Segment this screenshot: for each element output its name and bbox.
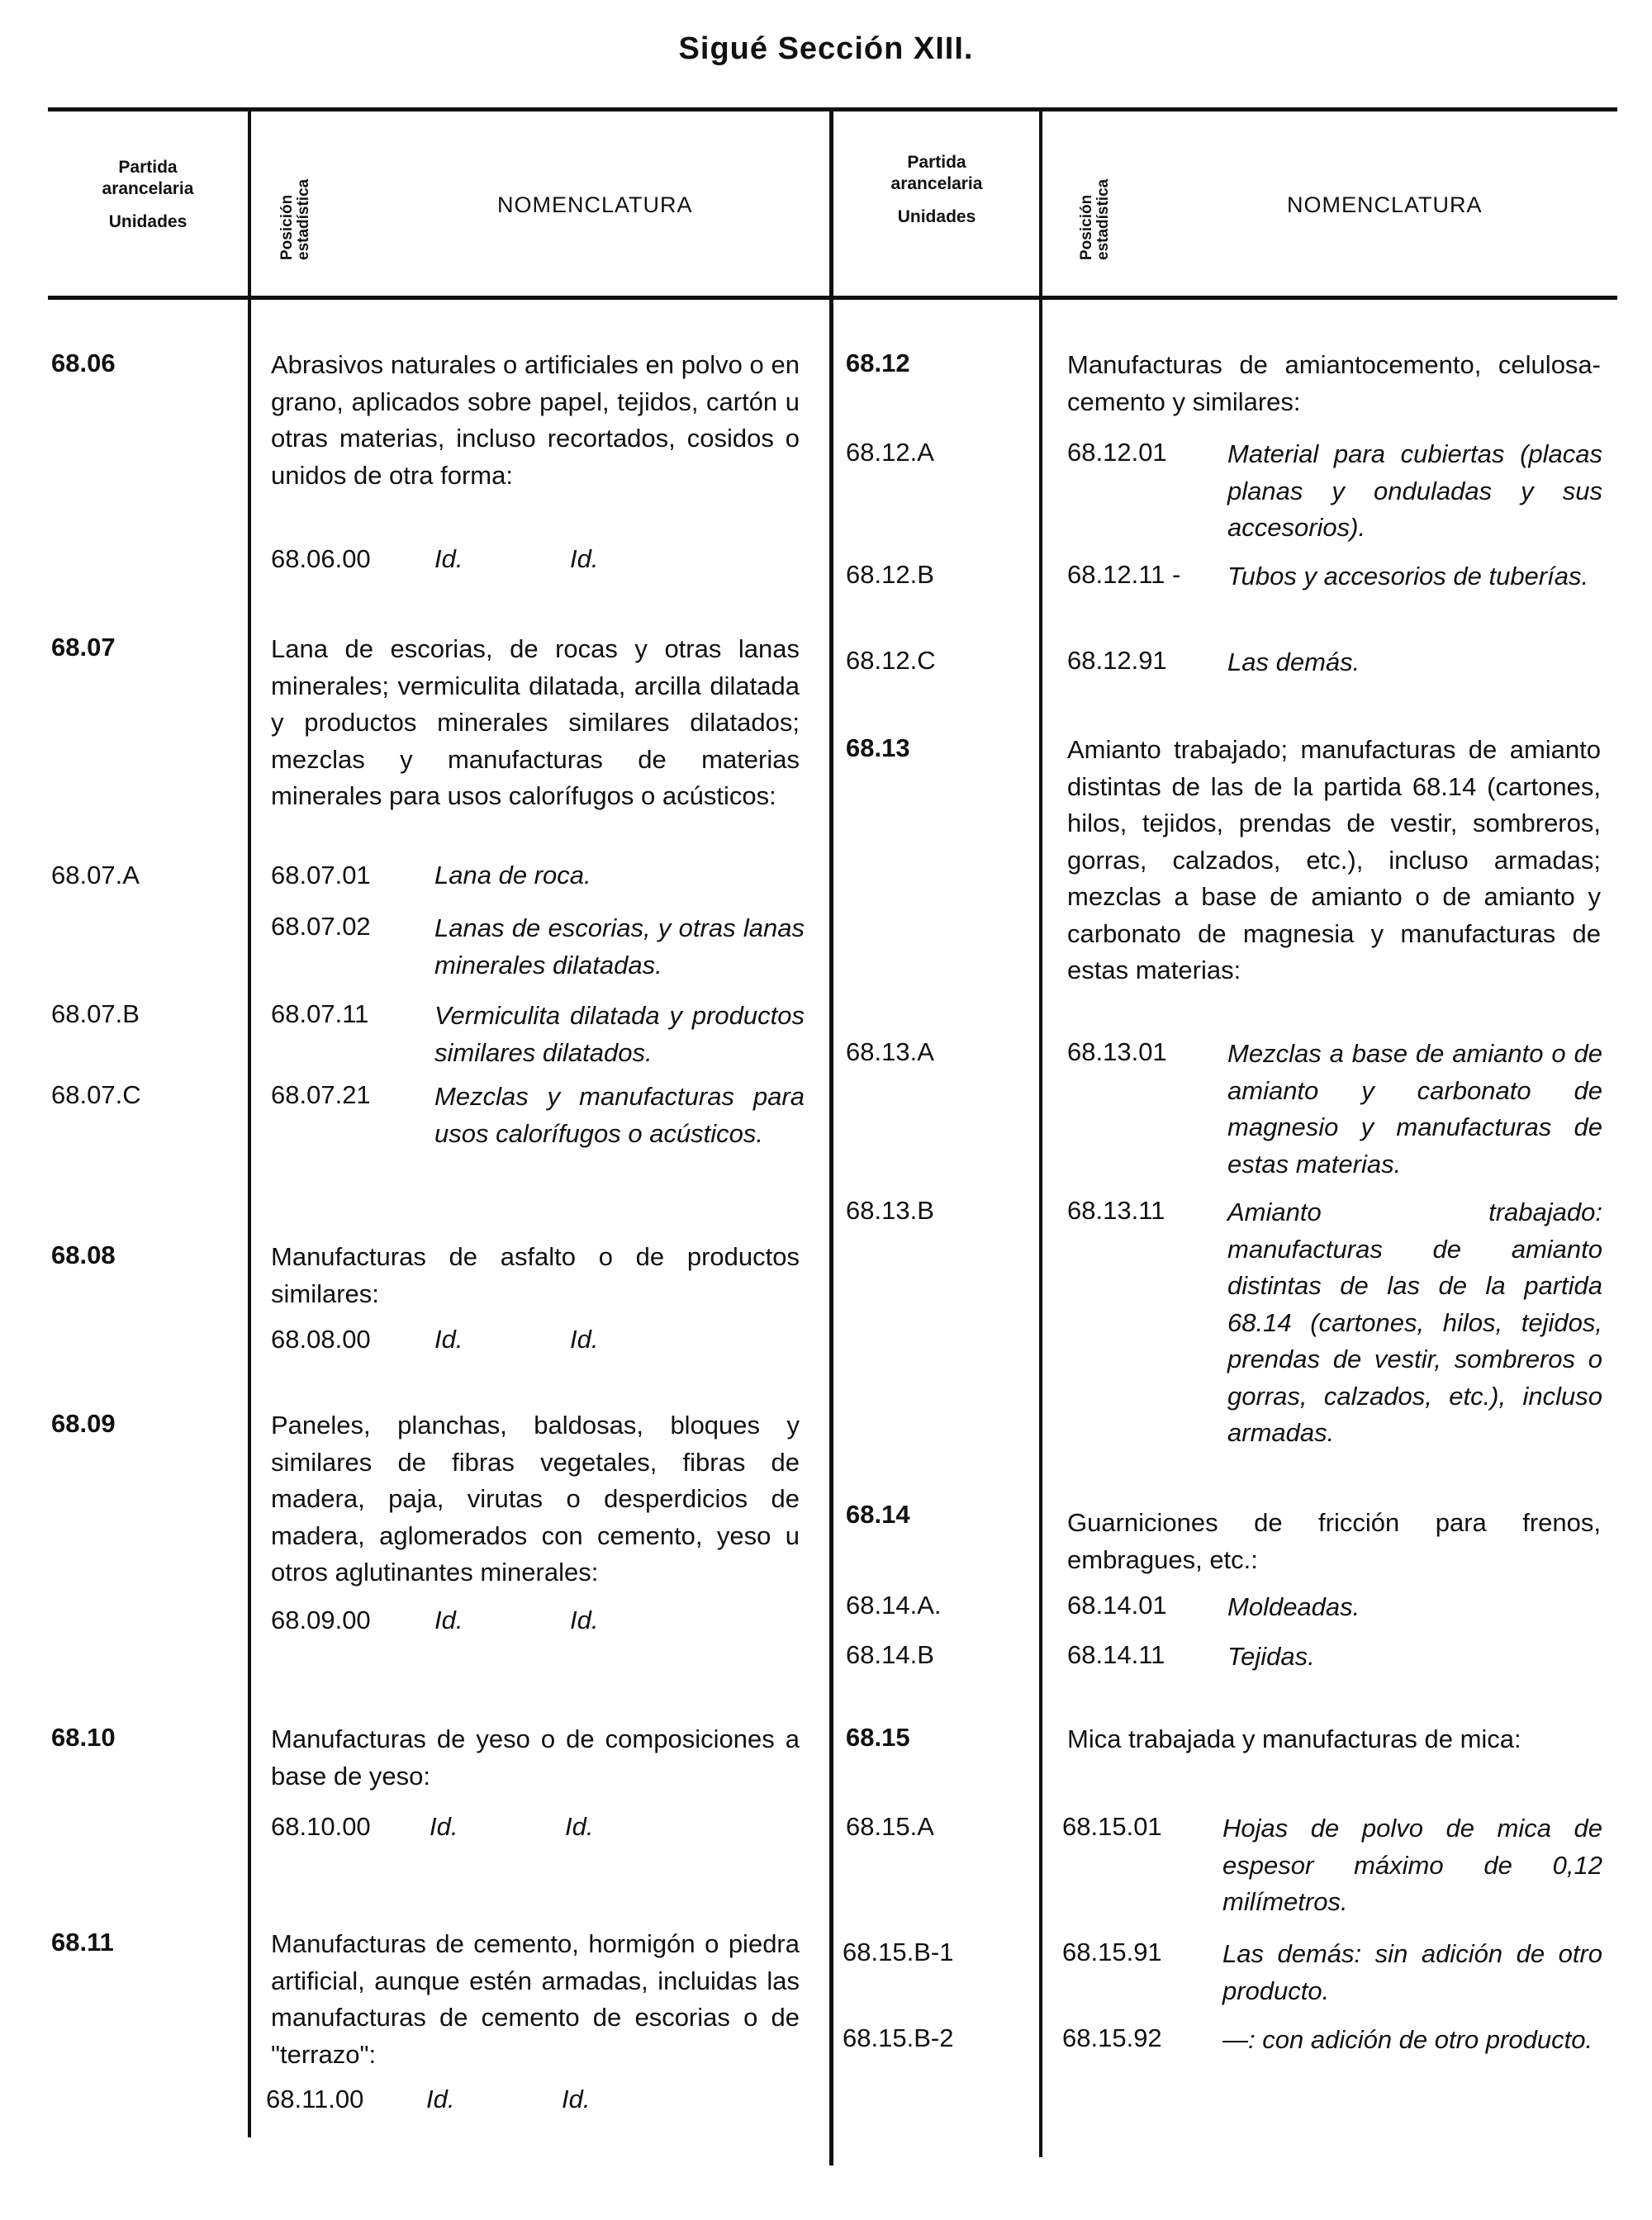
posicion-code: 68.15.92 [1062, 2023, 1162, 2052]
posicion-description: Las demás: sin adición de otro producto. [1222, 1939, 1602, 2005]
partida-description: Abrasivos naturales o artificiales en polvo o en grano, aplicados sobre papel, tejidos, cartón u otras materias, incluso recortados, cosidos o unidos de otra forma: [271, 350, 800, 490]
posicion-code: 68.15.91 [1062, 1938, 1162, 1966]
partida-code: 68.13 [846, 733, 910, 762]
partida-code: 68.07 [51, 633, 116, 662]
posicion-description: Material para cubiertas (placas planas y onduladas y sus accesorios). [1227, 439, 1602, 542]
page-title: Sigué Sección XIII. [678, 31, 974, 66]
posicion-description: Hojas de polvo de mica de espesor máximo de 0,12 milímetros. [1222, 1814, 1602, 1916]
subpartida-code: 68.07.C [51, 1080, 141, 1109]
posicion-code: 68.14.11 [1067, 1640, 1165, 1669]
posicion-code: 68.13.11 [1067, 1196, 1165, 1225]
subpartida-code: 68.14.A. [846, 1591, 942, 1620]
posicion-code: 68.12.91 [1067, 646, 1167, 675]
header-nomenclatura-left: NOMENCLATURA [497, 192, 693, 217]
partida-code: 68.11 [51, 1928, 114, 1957]
posicion-description: Lana de roca. [434, 861, 591, 889]
posicion-code: 68.08.00 [271, 1325, 371, 1354]
posicion-code: 68.13.01 [1067, 1037, 1167, 1066]
partida-description: Lana de escorias, de rocas y otras lanas minerales; vermiculita dilatada, arcilla dilatada y productos minerales similares dilatados; mezclas y manufacturas de materias minerales para usos calorífugos o acústicos: [271, 634, 800, 810]
header-posicion-right: Posición estadística [1078, 178, 1112, 260]
header-nomenclatura-right: NOMENCLATURA [1287, 192, 1483, 217]
posicion-description: Las demás. [1227, 648, 1360, 676]
subpartida-code: 68.13.B [846, 1196, 934, 1225]
subpartida-code: 68.15.A [846, 1812, 934, 1841]
partida-code: 68.15 [846, 1723, 910, 1752]
subpartida-code: 68.15.B-1 [843, 1938, 954, 1966]
posicion-description: Lanas de escorias, y otras lanas minerales dilatadas. [434, 913, 805, 980]
subpartida-code: 68.14.B [846, 1640, 934, 1669]
id-mark: Id. [562, 2085, 591, 2113]
subpartida-code: 68.12.B [846, 560, 934, 589]
partida-description: Amianto trabajado; manufacturas de amianto distintas de las de la partida 68.14 (cartones, hilos, tejidos, prendas de vestir, sombreros, gorras, calzados, etc.), incluso armadas; mezclas a base de amianto o de amianto y carbonato de magnesia y manufacturas de estas materias: [1067, 735, 1601, 984]
posicion-description: Tubos y accesorios de tuberías. [1227, 562, 1589, 591]
partida-code: 68.10 [51, 1723, 116, 1752]
header-partida-left: Partida arancelaria Unidades [102, 158, 194, 231]
partida-description: Manufacturas de cemento, hormigón o piedra artificial, aunque estén armadas, incluidas las manufacturas de cemento de escorias o de "terrazo": [271, 1929, 800, 2069]
posicion-code: 68.09.00 [271, 1606, 371, 1634]
subpartida-code: 68.12.C [846, 646, 936, 675]
posicion-description: Amianto trabajado: manufacturas de amianto distintas de las de la partida 68.14 (cartones, hilos, tejidos, prendas de vestir, sombreros o gorras, calzados, etc.), incluso armadas. [1227, 1198, 1602, 1447]
id-mark: Id. [434, 1325, 463, 1354]
posicion-code: 68.07.11 [271, 999, 369, 1028]
id-mark: Id. [570, 544, 599, 573]
id-mark: Id. [434, 1606, 463, 1634]
subpartida-code: 68.13.A [846, 1037, 934, 1066]
posicion-description: Vermiculita dilatada y productos similares dilatados. [434, 1001, 805, 1067]
partida-description: Manufacturas de amiantocemento, celulosa-cemento y similares: [1067, 350, 1601, 416]
partida-code: 68.14 [846, 1500, 910, 1529]
posicion-code: 68.15.01 [1062, 1812, 1162, 1841]
subpartida-code: 68.07.A [51, 861, 140, 889]
posicion-code: 68.11.00 [266, 2085, 364, 2113]
posicion-code: 68.10.00 [271, 1812, 371, 1841]
posicion-description: Mezclas a base de amianto o de amianto y carbonato de magnesio y manufacturas de estas materias. [1227, 1039, 1602, 1179]
posicion-code: 68.07.02 [271, 912, 371, 941]
posicion-code: 68.14.01 [1067, 1591, 1167, 1620]
partida-description: Mica trabajada y manufacturas de mica: [1067, 1724, 1521, 1753]
partida-code: 68.12 [846, 349, 910, 377]
id-mark: Id. [426, 2085, 455, 2113]
id-mark: Id. [570, 1606, 599, 1634]
column-divider-middle [829, 109, 833, 2165]
posicion-code: 68.07.21 [271, 1080, 371, 1109]
partida-description: Manufacturas de yeso o de composiciones a base de yeso: [271, 1724, 800, 1791]
posicion-code: 68.12.11 - [1067, 560, 1181, 589]
subpartida-code: 68.15.B-2 [843, 2023, 954, 2052]
subpartida-code: 68.12.A [846, 438, 934, 467]
partida-code: 68.09 [51, 1409, 116, 1438]
posicion-description: —: con adición de otro producto. [1222, 2025, 1593, 2054]
partida-description: Paneles, planchas, baldosas, bloques y similares de fibras vegetales, fibras de madera, paja, virutas o desperdicios de madera, aglomerados con cemento, yeso u otros aglutinantes minerales: [271, 1411, 800, 1587]
partida-description: Guarniciones de fricción para frenos, embragues, etc.: [1067, 1508, 1601, 1574]
posicion-description: Moldeadas. [1227, 1592, 1360, 1621]
header-posicion-left: Posición estadística [278, 178, 312, 260]
partida-code: 68.08 [51, 1240, 116, 1269]
id-mark: Id. [565, 1812, 594, 1841]
header-partida-right: Partida arancelaria Unidades [890, 153, 983, 226]
posicion-description: Tejidas. [1227, 1642, 1315, 1671]
id-mark: Id. [434, 544, 463, 573]
posicion-code: 68.12.01 [1067, 438, 1167, 467]
partida-code: 68.06 [51, 349, 116, 377]
id-mark: Id. [430, 1812, 458, 1841]
posicion-code: 68.06.00 [271, 544, 371, 573]
posicion-code: 68.07.01 [271, 861, 371, 889]
column-divider-right [1039, 109, 1042, 2157]
column-divider-left [248, 109, 251, 2137]
partida-description: Manufacturas de asfalto o de productos similares: [271, 1242, 800, 1308]
id-mark: Id. [570, 1325, 599, 1354]
posicion-description: Mezclas y manufacturas para usos calorífugos o acústicos. [434, 1082, 805, 1148]
subpartida-code: 68.07.B [51, 999, 140, 1028]
